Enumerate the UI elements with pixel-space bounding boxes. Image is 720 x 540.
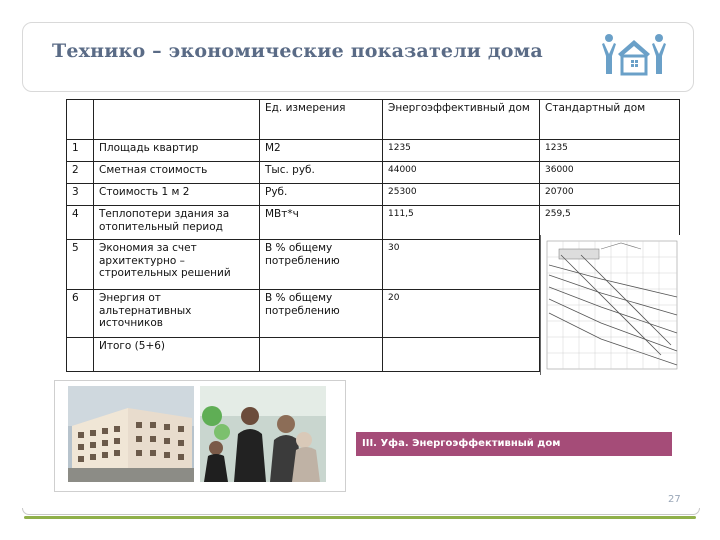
table-row [67,140,680,162]
row-standard: 1235 [540,140,680,162]
row-num: 3 [67,184,94,206]
row-num: 1 [67,140,94,162]
row-unit: МВт*ч [260,206,383,240]
row-unit: В % общему потреблению [260,240,383,290]
row-name: Стоимость 1 м 2 [94,184,260,206]
photo-caption: III. Уфа. Энергоэффективный дом [356,432,672,456]
row-name: Сметная стоимость [94,162,260,184]
row-energy [383,338,540,372]
row-energy: 25300 [383,184,540,206]
header-unit: Ед. измерения [260,100,383,140]
slide-title: Технико – экономические показатели дома [52,40,543,62]
row-unit: Тыс. руб. [260,162,383,184]
row-energy: 111,5 [383,206,540,240]
row-energy: 44000 [383,162,540,184]
row-num: 6 [67,290,94,338]
header-standard: Стандартный дом [540,100,680,140]
bottom-frame-line [22,508,700,515]
row-unit: Руб. [260,184,383,206]
row-standard: 36000 [540,162,680,184]
row-unit: В % общему потреблению [260,290,383,338]
row-unit [260,338,383,372]
page-number: 27 [668,494,681,505]
row-num [67,338,94,372]
people-photo [200,386,326,482]
row-energy: 1235 [383,140,540,162]
building-photo [68,386,194,482]
row-unit: М2 [260,140,383,162]
table-row [67,162,680,184]
row-num: 4 [67,206,94,240]
family-house-logo-icon [600,30,668,82]
row-name: Теплопотери здания за отопительный период [94,206,260,240]
header-energy: Энергоэффективный дом [383,100,540,140]
table-header-row [67,100,680,140]
header-blank-cell [67,100,94,140]
row-energy: 20 [383,290,540,338]
header-blank-cell [94,100,260,140]
row-name: Экономия за счет архитектурно – строительных решений [94,240,260,290]
row-name: Энергия от альтернативных источников [94,290,260,338]
row-num: 2 [67,162,94,184]
bottom-accent-bar [24,516,696,519]
row-num: 5 [67,240,94,290]
row-name: Итого (5+6) [94,338,260,372]
row-name: Площадь квартир [94,140,260,162]
row-energy: 30 [383,240,540,290]
table-row [67,184,680,206]
inset-chart-image [540,235,683,375]
row-standard: 20700 [540,184,680,206]
row-standard: 259,5 [540,206,680,240]
